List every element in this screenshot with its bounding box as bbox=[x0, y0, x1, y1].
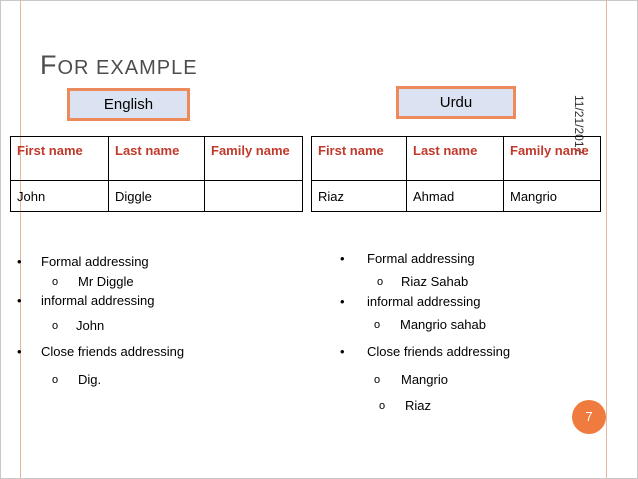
urdu-bullet-formal: Formal addressing bbox=[367, 251, 475, 266]
page-number-badge: 7 bbox=[572, 400, 606, 434]
table-row bbox=[312, 181, 601, 212]
english-bullet-close: Close friends addressing bbox=[41, 344, 185, 359]
table-row bbox=[11, 181, 303, 212]
bullet-marker: • bbox=[17, 293, 22, 308]
sub-bullet-marker: o bbox=[374, 374, 381, 386]
right-border-line bbox=[606, 0, 607, 478]
english-name-table bbox=[10, 136, 303, 212]
header-last-name: Last name bbox=[109, 137, 205, 181]
english-bullet-formal: Formal addressing bbox=[41, 254, 149, 269]
slide-title-initial: F bbox=[40, 50, 58, 80]
urdu-bullet-close: Close friends addressing bbox=[367, 344, 511, 359]
urdu-label: Urdu bbox=[396, 86, 516, 119]
urdu-sub-formal: Riaz Sahab bbox=[401, 274, 469, 289]
cell-last-name: Ahmad bbox=[407, 181, 504, 212]
bullet-marker: • bbox=[340, 344, 345, 359]
english-bullet-informal: informal addressing bbox=[41, 293, 155, 308]
header-family-name: Family name bbox=[504, 137, 601, 181]
table-header-row bbox=[11, 137, 303, 181]
slide-date: 11/21/2017 bbox=[572, 95, 586, 155]
bullet-marker: • bbox=[340, 251, 345, 266]
left-border-line bbox=[20, 0, 21, 478]
header-last-name: Last name bbox=[407, 137, 504, 181]
cell-first-name: Riaz bbox=[312, 181, 407, 212]
slide-title-rest: OR EXAMPLE bbox=[57, 57, 198, 79]
header-first-name: First name bbox=[11, 137, 109, 181]
sub-bullet-marker: o bbox=[52, 320, 59, 332]
header-first-name: First name bbox=[312, 137, 407, 181]
table-header-row bbox=[312, 137, 601, 181]
sub-bullet-marker: o bbox=[52, 374, 59, 386]
english-sub-close: Dig. bbox=[78, 372, 102, 387]
cell-last-name: Diggle bbox=[109, 181, 205, 212]
sub-bullet-marker: o bbox=[377, 276, 384, 288]
english-label: English bbox=[67, 88, 190, 121]
urdu-name-table bbox=[311, 136, 601, 212]
cell-family-name bbox=[205, 181, 303, 212]
urdu-bullet-informal: informal addressing bbox=[367, 294, 481, 309]
bullet-marker: • bbox=[17, 344, 22, 359]
header-family-name: Family name bbox=[205, 137, 303, 181]
urdu-sub-close-1: Mangrio bbox=[401, 372, 448, 387]
urdu-sub-informal: Mangrio sahab bbox=[400, 317, 486, 332]
sub-bullet-marker: o bbox=[379, 400, 386, 412]
cell-first-name: John bbox=[11, 181, 109, 212]
sub-bullet-marker: o bbox=[374, 319, 381, 331]
english-sub-formal: Mr Diggle bbox=[78, 274, 134, 289]
bullet-marker: • bbox=[17, 254, 22, 269]
slide-title bbox=[40, 50, 198, 81]
english-sub-informal: John bbox=[76, 318, 105, 333]
urdu-sub-close-2: Riaz bbox=[405, 398, 432, 413]
sub-bullet-marker: o bbox=[52, 276, 59, 288]
bullet-marker: • bbox=[340, 294, 345, 309]
cell-family-name: Mangrio bbox=[504, 181, 601, 212]
